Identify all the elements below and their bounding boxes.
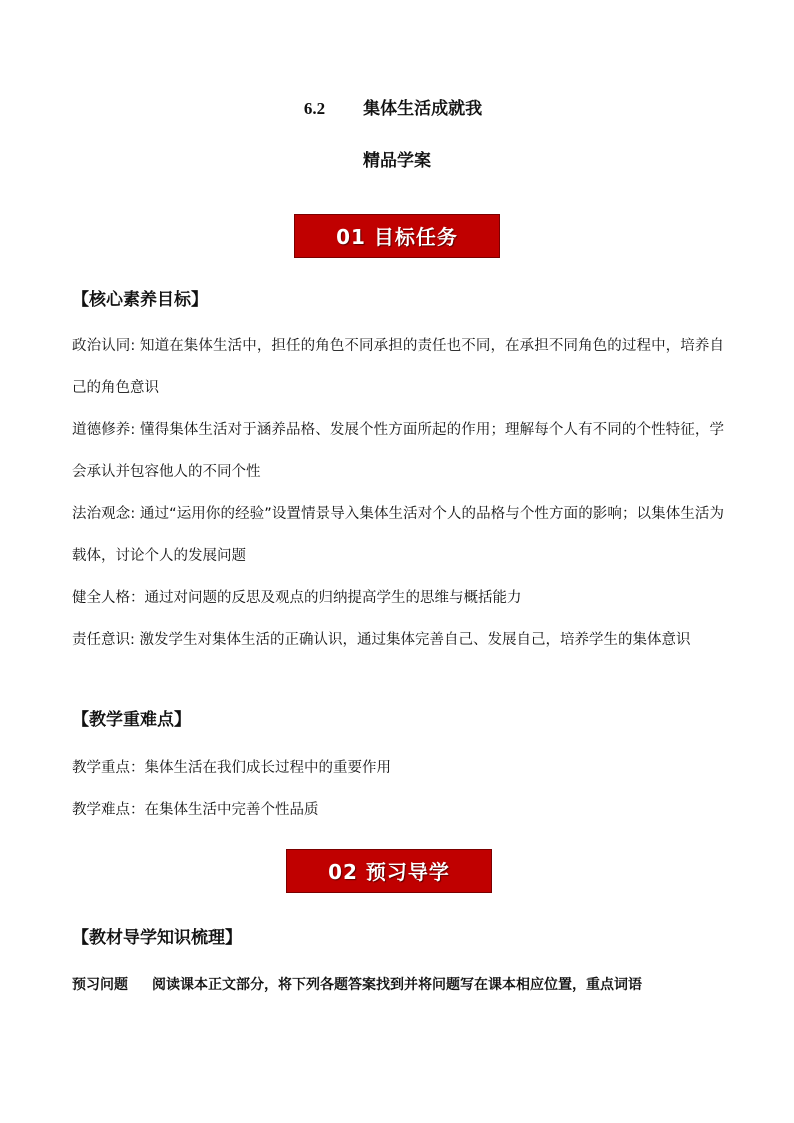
key-points-heading: 【教学重难点】	[72, 710, 191, 730]
document-subtitle: 精品学案	[363, 151, 431, 171]
goal-political-identity: 政治认同: 知道在集体生活中，担任的角色不同承担的责任也不同，在承担不同角色的过程中，培养自己的角色意识	[72, 338, 724, 396]
goal-rule-of-law: 法治观念: 通过“运用你的经验”设置情景导入集体生活对个人的品格与个性方面的影响；以集体生活为载体，讨论个人的发展问题	[72, 506, 724, 564]
preview-label: 预习问题	[72, 977, 128, 993]
goal-responsibility: 责任意识: 激发学生对集体生活的正确认识，通过集体完善自己、发展自己，培养学生的集体意识	[72, 632, 691, 648]
teaching-focus: 教学重点：集体生活在我们成长过程中的重要作用	[72, 760, 391, 776]
preview-text: 阅读课本正文部分，将下列各题答案找到并将问题写在课本相应位置，重点词语	[152, 977, 642, 993]
goal-healthy-personality: 健全人格：通过对问题的反思及观点的归纳提高学生的思维与概括能力	[72, 590, 522, 606]
teaching-difficulty: 教学难点：在集体生活中完善个性品质	[72, 802, 319, 818]
key-points-list	[72, 747, 724, 831]
document-title	[0, 96, 794, 122]
section-banner-goals: 01 目标任务	[294, 214, 500, 258]
core-goals-heading: 【核心素养目标】	[72, 290, 208, 310]
goal-moral-cultivation: 道德修养: 懂得集体生活对于涵养品格、发展个性方面所起的作用；理解每个人有不同的个性特征，学会承认并包容他人的不同个性	[72, 422, 724, 480]
textbook-guide-heading: 【教材导学知识梳理】	[72, 928, 242, 948]
preview-question	[72, 972, 732, 998]
section-banner-preview: 02 预习导学	[286, 849, 492, 893]
section-number: 6.2	[303, 99, 326, 118]
core-goals-list	[72, 325, 724, 661]
lesson-title: 集体生活成就我	[363, 99, 483, 119]
